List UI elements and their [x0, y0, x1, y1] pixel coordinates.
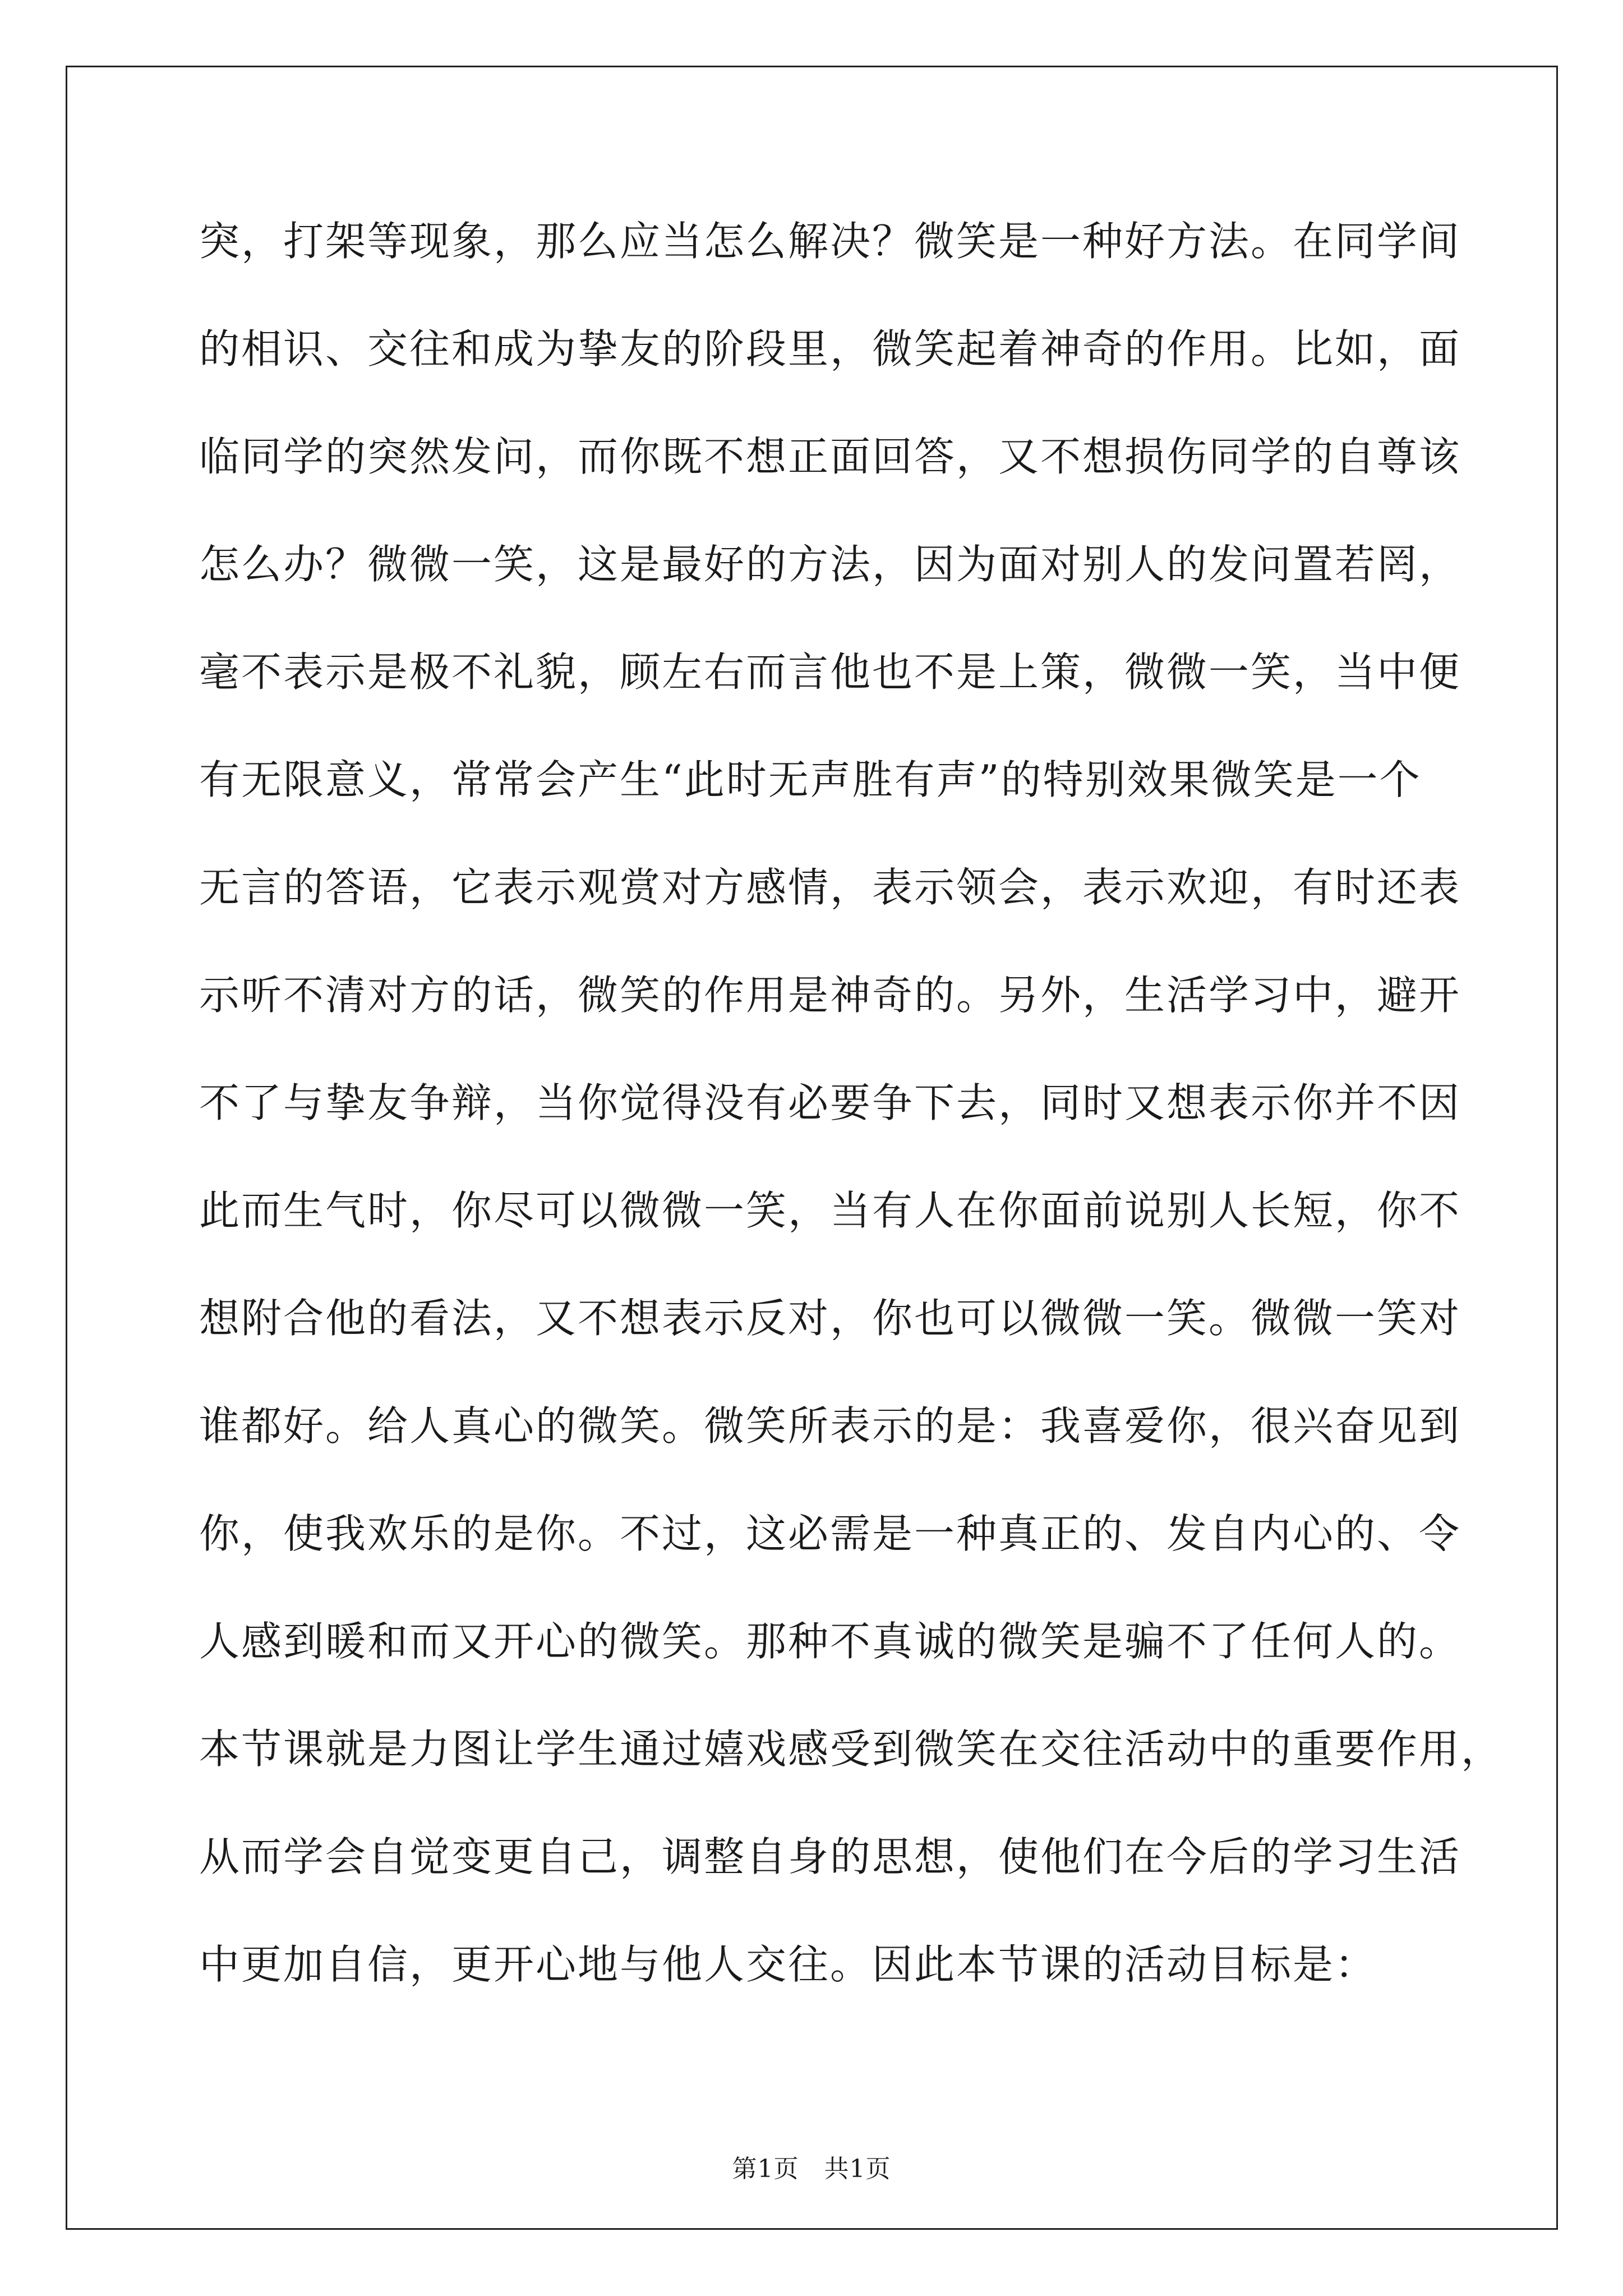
text-line: 怎么办？微微一笑，这是最好的方法，因为面对别人的发问置若罔， — [199, 541, 1461, 588]
text-line: 不了与挚友争辩，当你觉得没有必要争下去，同时又想表示你并不因 — [199, 1079, 1461, 1126]
text-line: 毫不表示是极不礼貌，顾左右而言他也不是上策，微微一笑，当中便 — [199, 648, 1461, 696]
text-line: 的相识、交往和成为挚友的阶段里，微笑起着神奇的作用。比如，面 — [199, 325, 1461, 372]
text-line: 示听不清对方的话，微笑的作用是神奇的。另外，生活学习中，避开 — [199, 972, 1461, 1019]
body-text — [199, 208, 1504, 2039]
text-line: 突，打架等现象，那么应当怎么解决？微笑是一种好方法。在同学间 — [199, 218, 1461, 265]
text-line: 想附合他的看法，又不想表示反对，你也可以微微一笑。微微一笑对 — [199, 1295, 1461, 1342]
text-line: 临同学的突然发问，而你既不想正面回答，又不想损伤同学的自尊该 — [199, 433, 1461, 480]
text-line: 人感到暖和而又开心的微笑。那种不真诚的微笑是骗不了任何人的。 — [199, 1618, 1461, 1665]
page-number-footer: 第1页 共1页 — [732, 2155, 891, 2183]
text-line: 无言的答语，它表示观赏对方感情，表示领会，表示欢迎，有时还表 — [199, 864, 1461, 911]
text-line: 有无限意义，常常会产生“此时无声胜有声”的特别效果微笑是一个 — [199, 756, 1422, 803]
text-line: 中更加自信，更开心地与他人交往。因此本节课的活动目标是： — [199, 1941, 1377, 1988]
text-line: 此而生气时，你尽可以微微一笑，当有人在你面前说别人长短，你不 — [199, 1187, 1461, 1234]
text-line: 谁都好。给人真心的微笑。微笑所表示的是：我喜爱你，很兴奋见到 — [199, 1402, 1461, 1450]
text-line: 从而学会自觉变更自己，调整自身的思想，使他们在今后的学习生活 — [199, 1833, 1461, 1880]
text-line: 本节课就是力图让学生通过嬉戏感受到微笑在交往活动中的重要作用， — [199, 1726, 1504, 1773]
text-line: 你，使我欢乐的是你。不过，这必需是一种真正的、发自内心的、令 — [199, 1510, 1461, 1557]
